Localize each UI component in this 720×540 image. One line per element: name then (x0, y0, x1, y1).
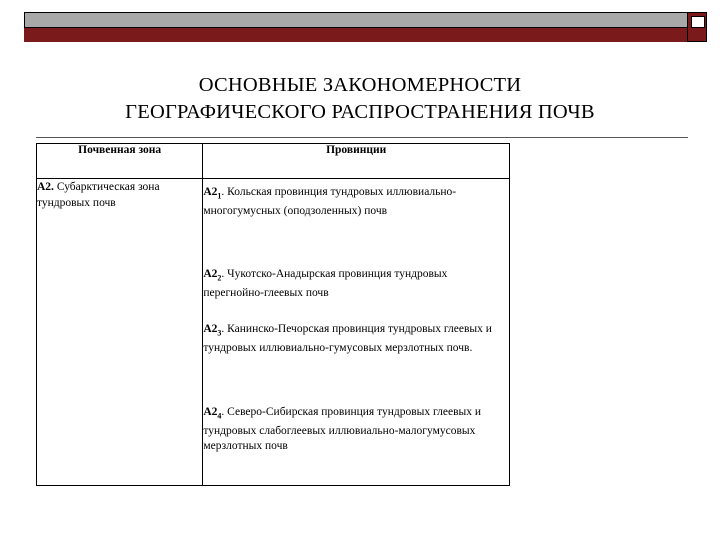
zone-code: А2. (37, 181, 54, 193)
province-entry (203, 267, 509, 322)
province-text: . Северо-Сибирская провинция тундровых глеевых и тундровых слабоглеевых иллювиально-малогумусовых мерзлотных почв (203, 406, 482, 453)
header-band-gray (24, 12, 690, 28)
province-code: $А2_3$ (203, 323, 222, 338)
province-code: $А2_2$ (203, 268, 222, 283)
slide-title (0, 72, 720, 126)
zone-cell (37, 179, 203, 486)
province-text: . Канинско-Печорская провинция тундровых глеевых и тундровых иллювиально-гумусовых мерзлотных почв. (203, 323, 492, 354)
corner-square-icon (691, 16, 705, 28)
title-line-1: ОСНОВНЫЕ ЗАКОНОМЕРНОСТИ (198, 74, 522, 96)
header-soil-zone: Почвенная зона (37, 144, 203, 179)
province-text: . Кольская провинция тундровых иллювиально-многогумусных (оподзоленных) почв (203, 186, 457, 217)
province-entry (203, 179, 509, 267)
corner-decoration (687, 12, 707, 42)
province-code: $А2_4$ (203, 406, 222, 421)
zone-text: Субарктическая зона тундровых почв (37, 181, 160, 209)
table-header-row (37, 144, 510, 179)
province-code: $А2_1$ (203, 186, 222, 201)
title-line-2: ГЕОГРАФИЧЕСКОГО РАСПРОСТРАНЕНИЯ ПОЧВ (125, 101, 595, 123)
province-text: . Чукотско-Анадырская провинция тундровых перегнойно-глеевых почв (203, 268, 448, 299)
soil-provinces-table (36, 143, 510, 486)
header-band-red (24, 28, 690, 42)
province-entry (203, 322, 509, 405)
title-divider (36, 137, 688, 138)
header-provinces: Провинции (203, 144, 510, 179)
provinces-cell (203, 179, 510, 486)
table-row (37, 179, 510, 486)
province-entry (203, 405, 509, 485)
